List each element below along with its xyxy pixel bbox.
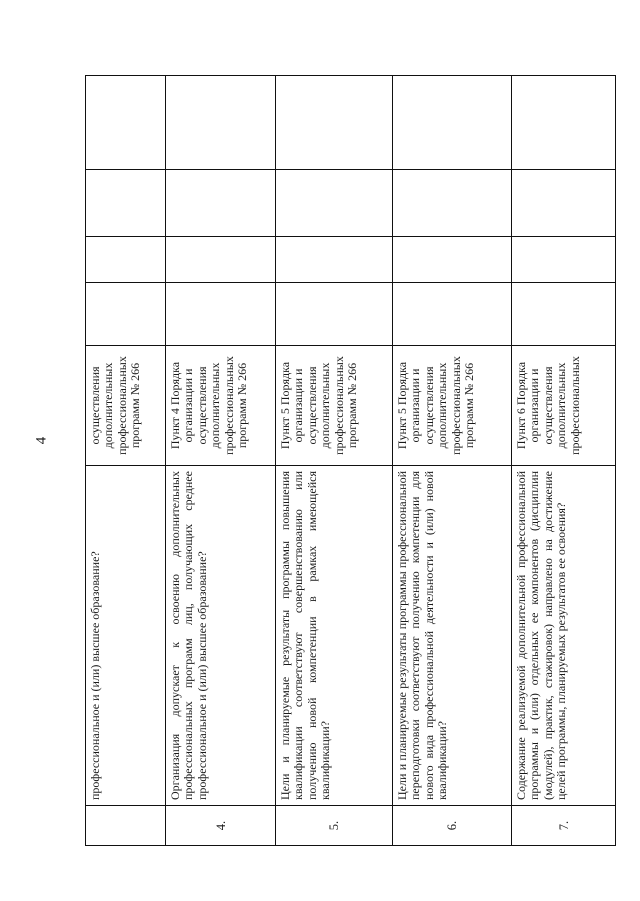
page-number: 4: [33, 436, 50, 445]
row-number: 6.: [393, 806, 512, 846]
row-number: 4.: [166, 806, 276, 846]
note-cell: [276, 76, 393, 170]
answer-yes-cell: [393, 283, 512, 346]
checklist-table: [85, 75, 616, 846]
row-number: 5.: [276, 806, 393, 846]
question-cell: Цели и планируемые результаты программы профессиональной переподготовки соответствуют получению компетенции для нового вида профессиональной деятельности и (или) новой квалификации?: [393, 466, 512, 806]
question-cell: Содержание реализуемой дополнительной профессиональной программы и (или) отдельных ее компонентов (дисциплин (модулей), практик, стажировок) направлено на достижение целей программы, планируемых результатов ее освоения?: [512, 466, 616, 806]
reference-cell: осуществления дополнительных профессиональных программ № 266: [86, 346, 166, 466]
answer-no-cell: [86, 237, 166, 283]
note-cell: [512, 76, 616, 170]
answer-yes-cell: [276, 283, 393, 346]
answer-yes-cell: [512, 283, 616, 346]
row-number: 7.: [512, 806, 616, 846]
reference-cell: Пункт 5 Порядка организации и осуществления дополнительных профессиональных программ № 266: [276, 346, 393, 466]
table-row: [276, 76, 393, 846]
question-cell: Организация допускает к освоению дополнительных профессиональных программ лиц, получающих среднее профессиональное и (или) высшее образование?: [166, 466, 276, 806]
answer-yes-cell: [166, 283, 276, 346]
note-cell: [393, 76, 512, 170]
answer-no-cell: [393, 237, 512, 283]
row-number: [86, 806, 166, 846]
question-cell: Цели и планируемые результаты программы повышения квалификации соответствуют совершенствованию или получению новой компетенции в рамках имеющейся квалификации?: [276, 466, 393, 806]
question-cell: профессиональное и (или) высшее образование?: [86, 466, 166, 806]
answer-no-cell: [276, 237, 393, 283]
note-cell: [86, 76, 166, 170]
answer-yes-cell: [86, 283, 166, 346]
answer-no-cell: [512, 237, 616, 283]
answer-no-cell: [166, 237, 276, 283]
rotated-table-wrapper: [85, 76, 615, 846]
reference-cell: Пункт 4 Порядка организации и осуществления дополнительных профессиональных программ № 266: [166, 346, 276, 466]
answer-na-cell: [393, 170, 512, 237]
answer-na-cell: [512, 170, 616, 237]
table-row: [393, 76, 512, 846]
note-cell: [166, 76, 276, 170]
answer-na-cell: [166, 170, 276, 237]
table-row: [86, 76, 166, 846]
table-row: [512, 76, 616, 846]
answer-na-cell: [276, 170, 393, 237]
table-row: [166, 76, 276, 846]
reference-cell: Пункт 6 Порядка организации и осуществления дополнительных профессиональных: [512, 346, 616, 466]
reference-cell: Пункт 5 Порядка организации и осуществления дополнительных профессиональных программ № 266: [393, 346, 512, 466]
answer-na-cell: [86, 170, 166, 237]
